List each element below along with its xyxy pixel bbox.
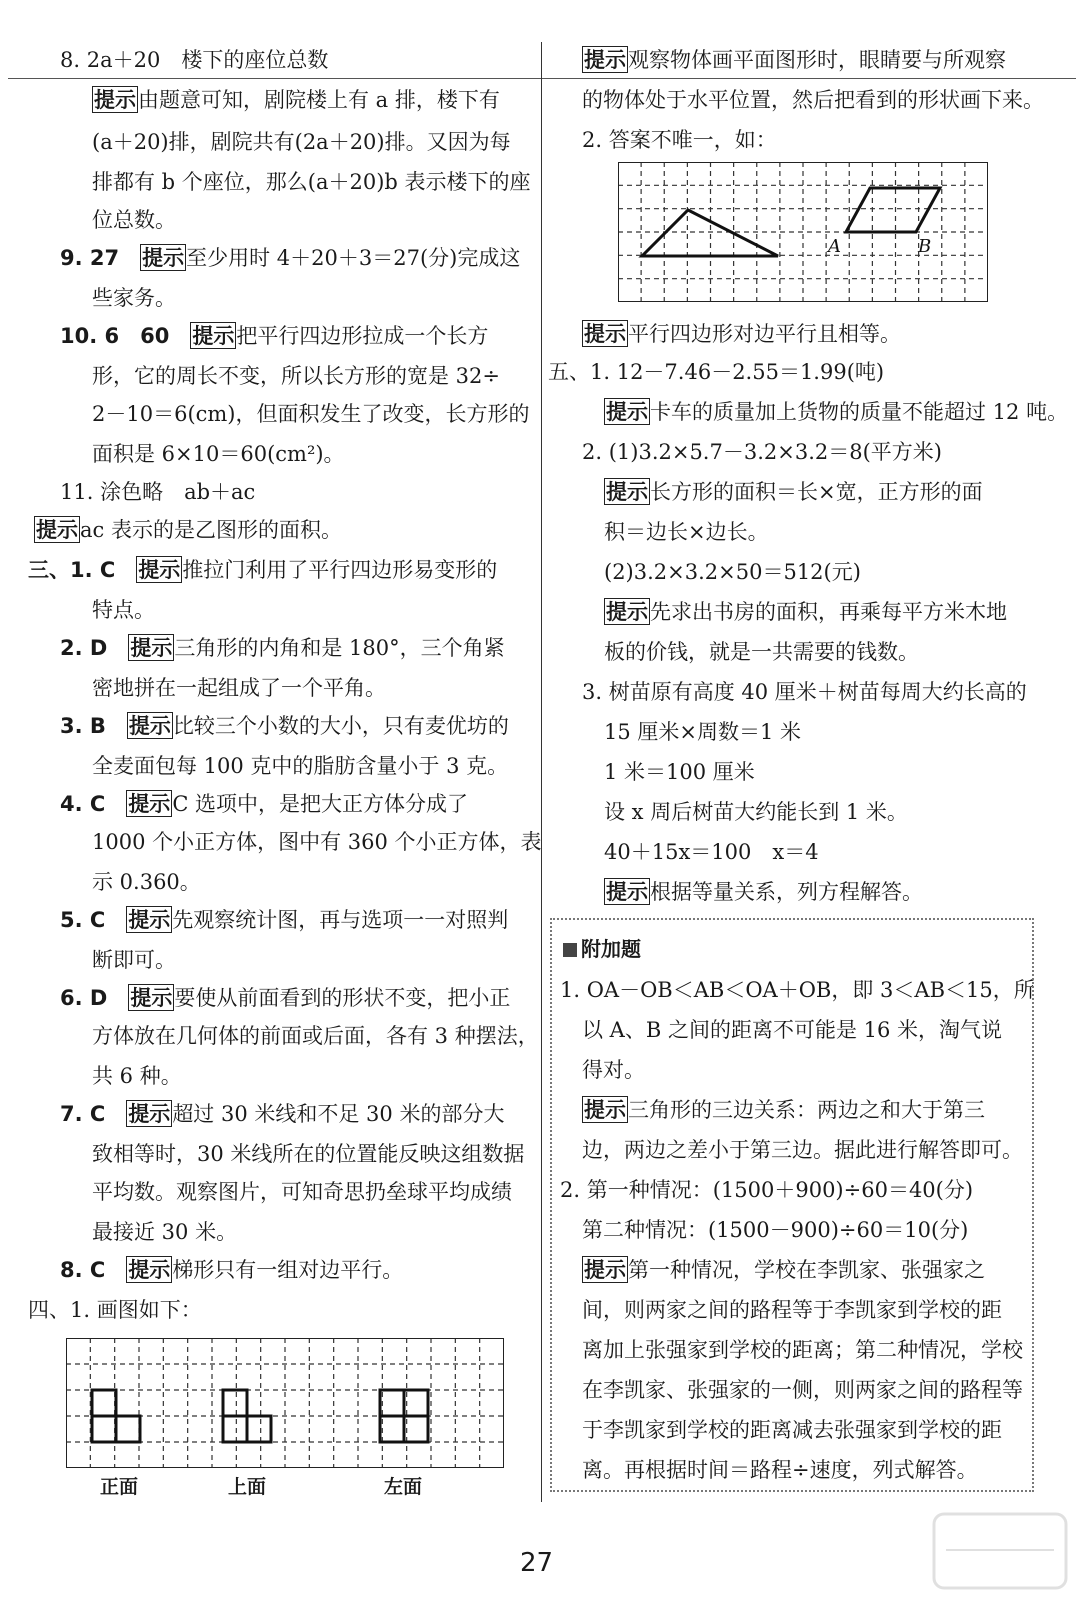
line-text: 2. 第一种情况：(1500＋900)÷60＝40(分) [560, 1178, 974, 1202]
line-text: 平行四边形对边平行且相等。 [628, 322, 901, 346]
tip-label: 提示 [36, 517, 78, 542]
line-text: 离。再根据时间＝路程÷速度，列式解答。 [582, 1458, 978, 1482]
tip-label: 提示 [94, 87, 136, 112]
three-view-grid [66, 1338, 504, 1468]
text-line [92, 128, 511, 156]
line-text: 离加上张强家到学校的距离；第二种情况，学校 [582, 1338, 1023, 1362]
text-line [92, 1140, 524, 1168]
text-line [92, 596, 155, 624]
question-number: 9. 27 [60, 246, 141, 270]
text-line [60, 790, 468, 818]
text-line [582, 320, 901, 348]
line-text: 致相等时，30 米线所在的位置能反映这组数据 [92, 1142, 525, 1166]
text-line [92, 1218, 237, 1246]
top-view-shape [223, 1390, 271, 1442]
text-line [604, 838, 819, 866]
line-text: 先求出书房的面积，再乘每平方米木地 [650, 600, 1007, 624]
left-view-shape [380, 1390, 428, 1442]
line-text: 断即可。 [92, 948, 176, 972]
text-line [92, 86, 500, 114]
text-line [604, 638, 919, 666]
tip-label: 提示 [128, 791, 171, 816]
question-number: 8. C [60, 1258, 127, 1282]
tip-label: 提示 [192, 323, 235, 348]
line-text: 设 x 周后树苗大约能长到 1 米。 [604, 800, 908, 824]
line-text: 全麦面包每 100 克中的脂肪含量小于 3 克。 [92, 754, 509, 778]
line-text: 些家务。 [92, 286, 176, 310]
line-text: 2－10＝6(cm)，但面积发生了改变，长方形的 [92, 402, 530, 426]
line-text: 最接近 30 米。 [92, 1220, 238, 1244]
line-text: 超过 30 米线和不足 30 米的部分大 [172, 1102, 505, 1126]
parallelogram-shape [846, 188, 940, 232]
bonus-title-text: 附加题 [581, 937, 641, 961]
front-view-shape [92, 1390, 140, 1442]
text-line [92, 168, 531, 196]
text-line [28, 556, 497, 584]
front-view-label: 正面 [100, 1476, 139, 1498]
line-text: 四、1. 画图如下： [28, 1298, 202, 1322]
question-number: 4. C [60, 792, 127, 816]
bonus-icon [563, 943, 577, 957]
line-text: 三角形的内角和是 180°，三个角紧 [174, 636, 505, 660]
line-text: 11. 涂色略 ab＋ac [60, 480, 256, 504]
tip-label: 提示 [606, 599, 648, 624]
text-line [28, 1296, 202, 1324]
line-text: 在李凯家、张强家的一侧，则两家之间的路程等 [582, 1378, 1023, 1402]
tip-label: 提示 [128, 907, 171, 932]
line-text: 形，它的周长不变，所以长方形的宽是 32÷ [92, 364, 500, 388]
text-line [92, 284, 176, 312]
line-text: 得对。 [582, 1058, 645, 1082]
text-line [92, 206, 176, 234]
text-line [604, 798, 908, 826]
tip-label: 提示 [138, 557, 181, 582]
line-text: 间，则两家之间的路程等于李凯家到学校的距 [582, 1298, 1002, 1322]
text-line [604, 598, 1007, 626]
tip-label: 提示 [606, 479, 648, 504]
label-b: B [918, 236, 932, 257]
line-text: ac 表示的是乙图形的面积。 [80, 518, 342, 542]
text-line [604, 718, 801, 746]
line-text: 梯形只有一组对边平行。 [172, 1258, 404, 1282]
text-line [92, 1022, 539, 1050]
text-line [60, 46, 328, 74]
text-line [92, 828, 542, 856]
tip-label: 提示 [584, 1097, 626, 1122]
line-text: 至少用时 4＋20＋3＝27(分)完成这 [186, 246, 521, 270]
text-line [92, 362, 500, 390]
text-line [92, 1178, 512, 1206]
bonus-title [563, 933, 641, 962]
text-line [604, 518, 769, 546]
text-line [92, 868, 201, 896]
page-number: 27 [520, 1548, 554, 1578]
line-text: 由题意可知，剧院楼上有 a 排，楼下有 [138, 88, 500, 112]
text-line [548, 358, 884, 386]
text-line [92, 674, 386, 702]
text-line [60, 1256, 403, 1284]
line-text: 把平行四边形拉成一个长方 [236, 324, 489, 348]
text-line [60, 244, 520, 272]
question-number: 2. D [60, 636, 129, 660]
text-line [582, 46, 1006, 74]
line-text: 根据等量关系，列方程解答。 [650, 880, 923, 904]
tip-label: 提示 [128, 713, 171, 738]
tip-label: 提示 [130, 635, 173, 660]
text-line [92, 1062, 182, 1090]
line-text: 推拉门利用了平行四边形易变形的 [182, 558, 498, 582]
line-text: 共 6 种。 [92, 1064, 182, 1088]
line-text: 板的价钱，就是一共需要的钱数。 [604, 640, 919, 664]
text-line [604, 398, 1068, 426]
text-line [60, 322, 488, 350]
line-text: 长方形的面积＝长×宽，正方形的面 [650, 480, 983, 504]
text-line [582, 678, 1027, 706]
tip-label: 提示 [128, 1101, 171, 1126]
line-text: 面积是 6×10＝60(cm²)。 [92, 442, 345, 466]
column-divider [541, 42, 542, 1502]
line-text: 第一种情况，学校在李凯家、张强家之 [628, 1258, 985, 1282]
line-text: 2. 答案不唯一，如： [582, 128, 777, 152]
line-text: 观察物体画平面图形时，眼睛要与所观察 [628, 48, 1006, 72]
question-number: 5. C [60, 908, 127, 932]
line-text: (a＋20)排，剧院共有(2a＋20)排。又因为每 [92, 130, 511, 154]
line-text: (2)3.2×3.2×50＝512(元) [604, 560, 861, 584]
line-text: 3. 树苗原有高度 40 厘米＋树苗每周大约长高的 [582, 680, 1027, 704]
line-text: 40＋15x＝100 x＝4 [604, 840, 819, 864]
line-text: 要使从前面看到的形状不变，把小正 [174, 986, 511, 1010]
text-line [604, 478, 983, 506]
text-line [60, 712, 509, 740]
line-text: 1 米＝100 厘米 [604, 760, 755, 784]
line-text: 卡车的质量加上货物的质量不能超过 12 吨。 [650, 400, 1069, 424]
line-text: 示 0.360。 [92, 870, 201, 894]
question-number: 10. 6 60 [60, 324, 191, 348]
line-text: 2. (1)3.2×5.7－3.2×3.2＝8(平方米) [582, 440, 942, 464]
text-line [582, 86, 1044, 114]
line-text: 边，两边之差小于第三边。据此进行解答即可。 [582, 1138, 1023, 1162]
label-a: A [828, 236, 841, 257]
text-line [60, 1100, 504, 1128]
line-text: 于李凯家到学校的距离减去张强家到学校的距 [582, 1418, 1002, 1442]
line-text: 密地拼在一起组成了一个平角。 [92, 676, 386, 700]
question-number: 三、1. C [28, 558, 137, 582]
triangle-parallelogram-grid [618, 162, 988, 302]
tip-label: 提示 [128, 1257, 171, 1282]
tip-label: 提示 [584, 321, 626, 346]
text-line [582, 126, 777, 154]
line-text: 平均数。观察图片，可知奇思扔垒球平均成绩 [92, 1180, 512, 1204]
top-view-label: 上面 [228, 1476, 267, 1498]
text-line [92, 400, 530, 428]
tip-label: 提示 [606, 399, 648, 424]
line-text: C 选项中，是把大正方体分成了 [172, 792, 469, 816]
text-line [60, 984, 510, 1012]
text-line [60, 634, 505, 662]
tip-label: 提示 [606, 879, 648, 904]
left-view-label: 左面 [384, 1476, 423, 1498]
line-text: 先观察统计图，再与选项一一对照判 [172, 908, 509, 932]
tip-label: 提示 [142, 245, 185, 270]
bonus-section-box [550, 918, 1034, 1492]
line-text: 以 A、B 之间的距离不可能是 16 米，淘气说 [582, 1018, 1003, 1042]
tip-label: 提示 [584, 47, 626, 72]
question-number: 3. B [60, 714, 127, 738]
text-line [604, 558, 861, 586]
text-line [582, 438, 942, 466]
line-text: 积＝边长×边长。 [604, 520, 769, 544]
watermark-logo [930, 1510, 1070, 1592]
text-line [92, 440, 345, 468]
line-text: 第二种情况：(1500－900)÷60＝10(分) [582, 1218, 969, 1242]
line-text: 8. 2a＋20 楼下的座位总数 [60, 48, 329, 72]
line-text: 排都有 b 个座位，那么(a＋20)b 表示楼下的座 [92, 170, 531, 194]
line-text: 方体放在几何体的前面或后面，各有 3 种摆法， [92, 1024, 539, 1048]
text-line [60, 478, 255, 506]
text-line [604, 758, 755, 786]
text-line [92, 752, 508, 780]
line-text: 位总数。 [92, 208, 176, 232]
line-text: 的物体处于水平位置，然后把看到的形状画下来。 [582, 88, 1044, 112]
question-number: 7. C [60, 1102, 127, 1126]
text-line [604, 878, 923, 906]
tip-label: 提示 [130, 985, 173, 1010]
tip-label: 提示 [584, 1257, 626, 1282]
text-line [34, 516, 342, 544]
line-text: 特点。 [92, 598, 155, 622]
line-text: 1000 个小正方体，图中有 360 个小正方体，表 [92, 830, 542, 854]
text-line [60, 906, 508, 934]
line-text: 五、1. 12－7.46－2.55＝1.99(吨) [548, 360, 885, 384]
question-number: 6. D [60, 986, 129, 1010]
header-rule [8, 78, 1076, 79]
line-text: 15 厘米×周数＝1 米 [604, 720, 802, 744]
line-text: 比较三个小数的大小，只有麦优坊的 [172, 714, 509, 738]
line-text: 1. OA－OB＜AB＜OA＋OB，即 3＜AB＜15，所 [560, 978, 1035, 1002]
line-text: 三角形的三边关系：两边之和大于第三 [628, 1098, 985, 1122]
text-line [92, 946, 176, 974]
